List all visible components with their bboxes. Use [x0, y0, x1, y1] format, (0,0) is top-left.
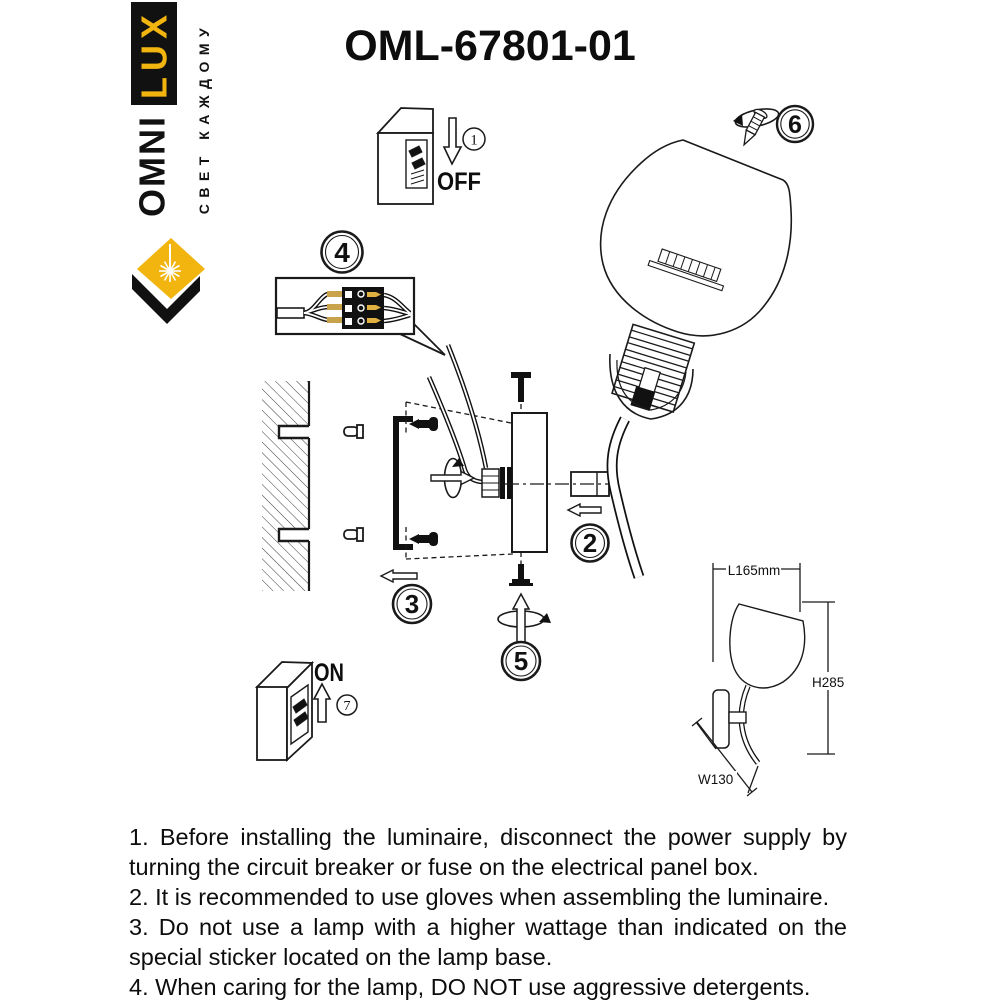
wall-section [262, 381, 309, 591]
mini-coupler [729, 712, 746, 723]
top-set-screw [511, 372, 531, 402]
anchor-dowel [344, 530, 358, 539]
instruction-item: 2. It is recommended to use gloves when assembling the luminaire. [129, 884, 830, 910]
arrow-up-icon [513, 594, 529, 648]
arrow-down-icon [444, 118, 461, 164]
logo-diamond-icon [132, 238, 205, 324]
logo-word-omni: OMNI [131, 115, 173, 217]
arrow-left-icon [568, 504, 601, 516]
arrow-left-icon [381, 570, 417, 582]
breaker-box-front [257, 687, 287, 760]
model-title: OML-67801-01 [344, 22, 636, 70]
step-6-badge [777, 106, 813, 142]
logo-tagline: СВЕТ КАЖДОМУ [195, 21, 212, 215]
mounting-bracket [396, 419, 413, 547]
step-number: 5 [513, 646, 529, 677]
rotate-screw-icon [431, 458, 474, 498]
mini-shade [730, 604, 805, 688]
cable-sleeve [277, 308, 304, 318]
glass-shade [601, 140, 792, 336]
rotate-up-icon [498, 594, 551, 648]
breaker-box-top [378, 108, 433, 133]
step-number: 2 [582, 528, 598, 559]
step-2-badge [572, 525, 609, 562]
step-number: 3 [404, 589, 420, 620]
logo-word-lux: LUX [133, 9, 175, 99]
step-1-badge [463, 128, 485, 150]
bottom-set-screw [509, 564, 533, 586]
dim-width-label: W130 [698, 772, 734, 787]
step-7-badge [337, 695, 357, 715]
off-label: OFF [437, 168, 481, 196]
step-5-badge [502, 642, 540, 680]
step-4-badge [322, 232, 363, 273]
step-number: 7 [343, 698, 351, 714]
cable-gland [482, 467, 512, 499]
instruction-item: 3. Do not use a lamp with a higher wattage than indicated on the special sticker located on the lamp base. [129, 914, 847, 970]
terminal-block [342, 287, 384, 329]
lamp-arm [612, 419, 639, 577]
step-number: 1 [470, 132, 478, 149]
screw-rotation-icon [733, 106, 780, 148]
step-number: 6 [788, 110, 802, 139]
mini-backplate [713, 690, 729, 748]
wall-anchors [344, 425, 363, 541]
instruction-item: 4. When caring for the lamp, DO NOT use aggressive detergents. [129, 974, 811, 1000]
lamp-socket [610, 324, 694, 419]
arrow-up-icon [314, 684, 330, 722]
junction-box-callout [276, 278, 445, 355]
dim-height-label: H285 [812, 675, 845, 690]
callout-pointer [400, 334, 445, 355]
instruction-item: 1. Before installing the luminaire, disconnect the power supply by turning the circuit breaker or fuse on the electrical panel box. [129, 824, 847, 880]
instructions-text [129, 822, 847, 1000]
step-3-badge [393, 585, 431, 623]
wire-ferrule [327, 291, 342, 297]
omnilux-logo [131, 2, 212, 324]
anchor-dowel [344, 427, 358, 436]
dim-length-label: L165mm [727, 563, 781, 578]
on-label: ON [314, 659, 344, 687]
step-number: 4 [334, 236, 350, 268]
wall-plate [512, 413, 547, 552]
